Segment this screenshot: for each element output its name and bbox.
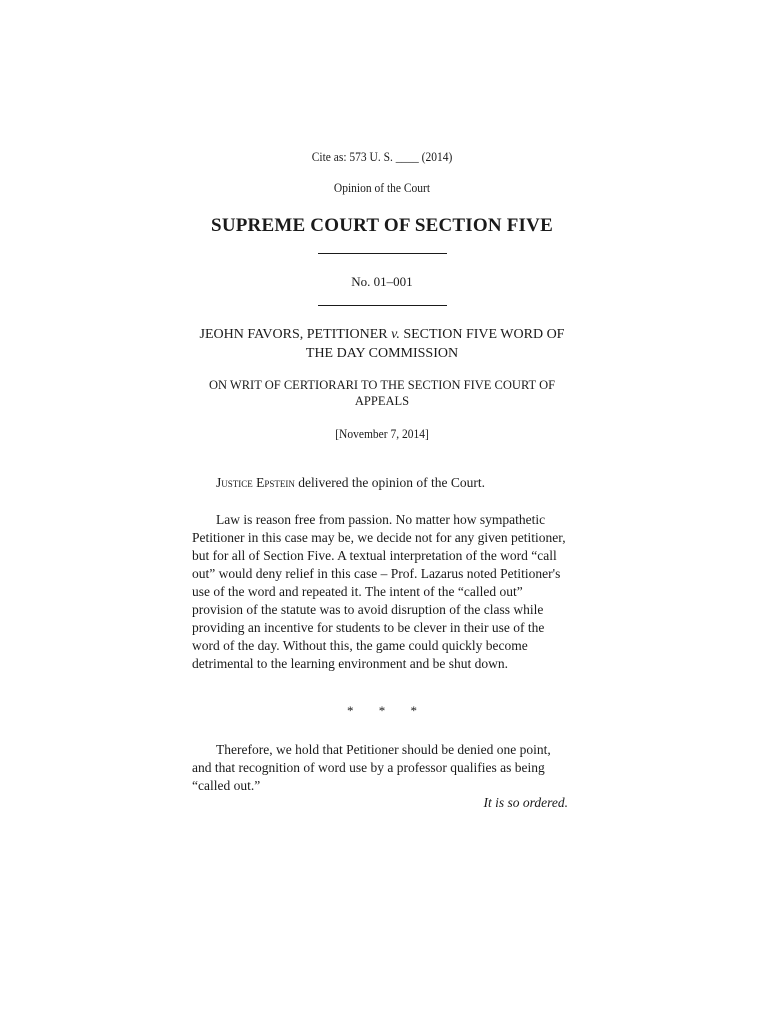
respondent-name: SECTION FIVE WORD OF THE DAY COMMISSION (305, 327, 565, 361)
so-ordered-closing: It is so ordered. (483, 795, 568, 810)
docket-number: No. 01–001 (351, 274, 413, 289)
court-name-heading: SUPREME COURT OF SECTION FIVE (211, 215, 553, 236)
opinion-label: Opinion of the Court (333, 181, 431, 195)
delivered-text: delivered the opinion of the Court. (298, 475, 485, 490)
case-parties (192, 325, 572, 363)
citation-line: Cite as: 573 U. S. ____ (2014) (311, 150, 453, 164)
opinion-paragraph-1: Law is reason free from passion. No matter how sympathetic Petitioner in this case may be, we decide not for any given petitioner, but for all of Section Five. A textual interpretation of the word “call out” would deny relief in this case – Prof. Lazarus noted Petitioner's use of the word and repeated it. The intent of the “called out” provision of the statute was to avoid disruption of the class while providing an incentive for students to be clever in their use of the word of the day. Without this, the game could quickly become detrimental to the learning environment and be shut down. (192, 512, 566, 671)
decision-date: [November 7, 2014] (335, 427, 429, 441)
writ-line: ON WRIT OF CERTIORARI TO THE SECTION FIVE COURT OF APPEALS (208, 378, 556, 408)
justice-name: Justice Epstein (216, 475, 295, 490)
delivered-line (192, 475, 572, 491)
divider-rule-bottom (318, 305, 447, 306)
petitioner-name: JEOHN FAVORS, PETITIONER (199, 327, 388, 342)
divider-rule-top (318, 253, 447, 254)
section-separator: * * * (347, 703, 417, 718)
versus-label: v. (391, 327, 400, 342)
opinion-paragraph-2: Therefore, we hold that Petitioner should be denied one point, and that recognition of word use by a professor qualifies as being “called out.” (192, 742, 551, 793)
